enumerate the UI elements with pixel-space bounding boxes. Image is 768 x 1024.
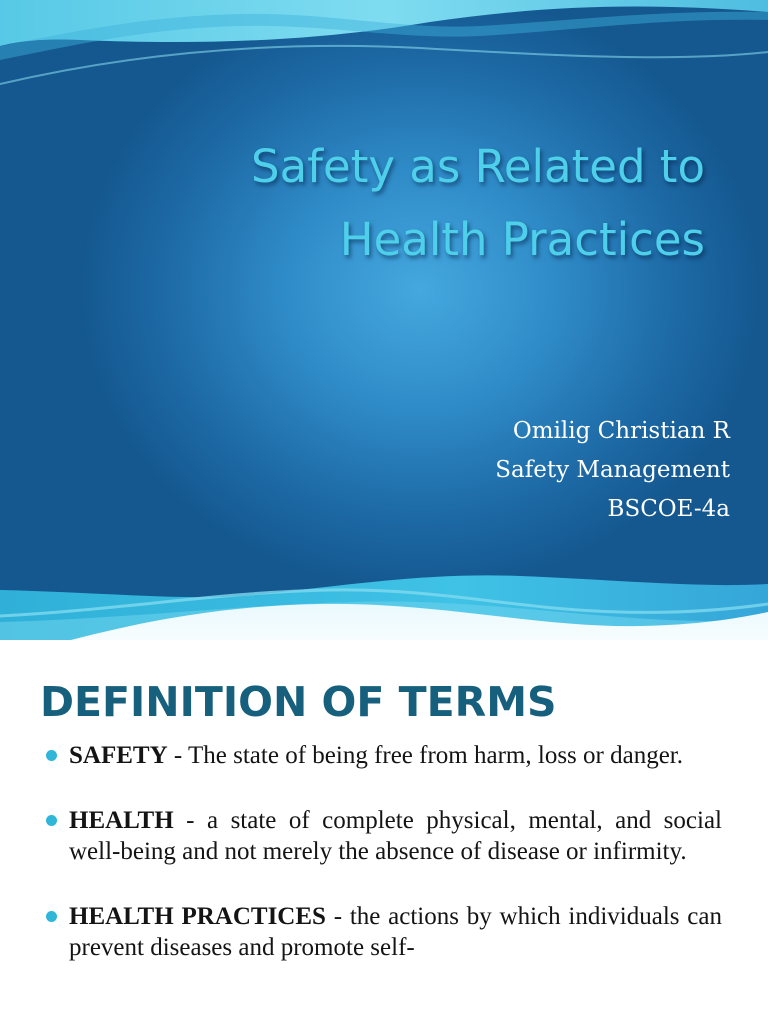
bullet-dot-icon — [46, 911, 57, 922]
definition-item — [0, 740, 768, 771]
slide-title-line: Health Practices — [339, 213, 705, 266]
definition-item — [0, 805, 768, 867]
author-name: Omilig Christian R — [512, 418, 730, 444]
term-definition: the actions by which individuals can prevent diseases and promote self- — [69, 903, 722, 961]
slide-title — [120, 130, 705, 276]
definitions-slide — [0, 640, 768, 1024]
definition-text — [69, 805, 722, 867]
definition-item — [0, 901, 768, 963]
bullet-dot-icon — [46, 815, 57, 826]
definitions-list — [0, 740, 768, 997]
term-definition: The state of being free from harm, loss or danger. — [188, 742, 683, 769]
section-code: BSCOE-4a — [607, 496, 730, 522]
term-word: SAFETY — [69, 742, 168, 769]
definition-text — [69, 740, 722, 771]
definition-text — [69, 901, 722, 963]
term-separator: - — [325, 903, 350, 930]
term-word: HEALTH PRACTICES — [69, 903, 326, 930]
term-definition: a state of complete physical, mental, and social well-being and not merely the absence of disease or infirmity. — [69, 807, 722, 865]
term-separator: - — [173, 807, 207, 834]
bullet-dot-icon — [46, 750, 57, 761]
term-word: HEALTH — [69, 807, 174, 834]
subtitle-block — [400, 412, 730, 529]
definitions-heading: DEFINITION OF TERMS — [40, 678, 557, 726]
term-separator: - — [167, 742, 189, 769]
course-name: Safety Management — [495, 457, 730, 483]
slide-title-line: Safety as Related to — [251, 140, 705, 193]
